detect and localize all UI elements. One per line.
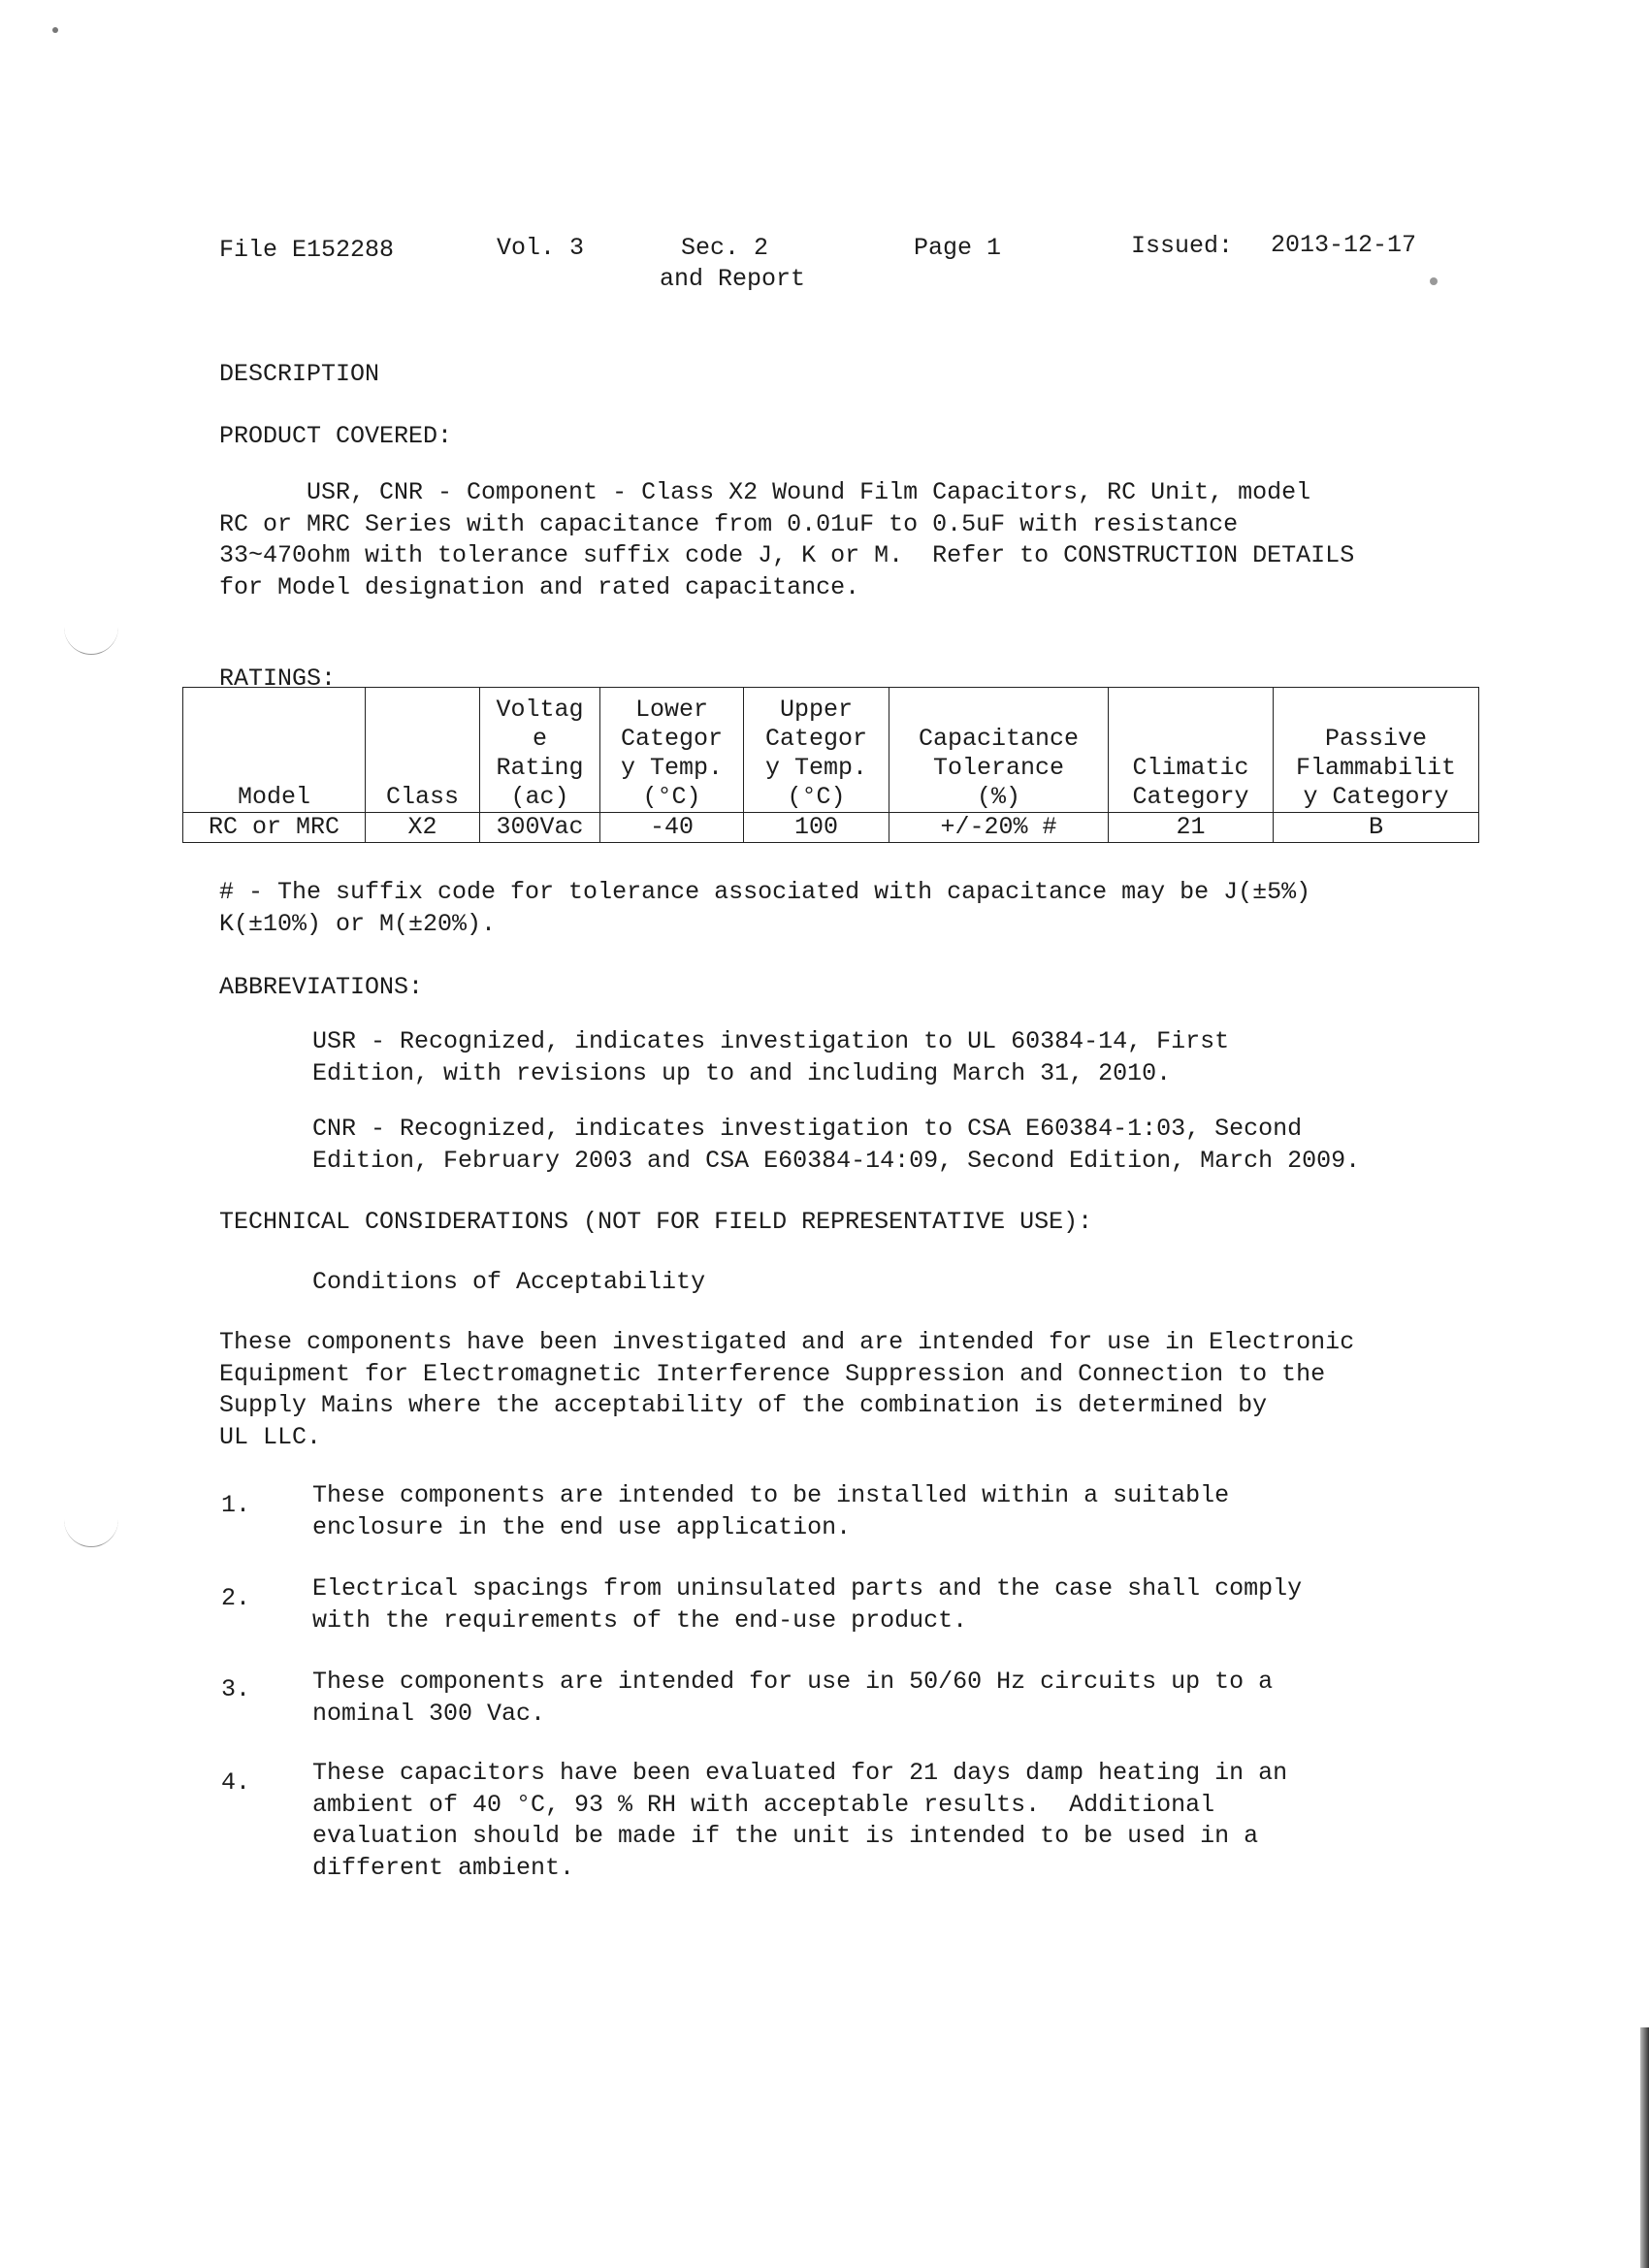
col-model: Model — [183, 688, 366, 813]
cell-tolerance: +/-20% # — [889, 813, 1109, 843]
cell-voltage: 300Vac — [480, 813, 600, 843]
col-flammability-category: Passive Flammabilit y Category — [1274, 688, 1479, 813]
abbreviations-heading: ABBREVIATIONS: — [219, 973, 424, 1001]
condition-text: These components are intended for use in 50/60 Hz circuits up to a nominal 300 Vac. — [312, 1668, 1274, 1728]
condition-number: 1. — [221, 1491, 251, 1519]
cell-flammability: B — [1274, 813, 1479, 843]
cell-climatic: 21 — [1109, 813, 1274, 843]
ratings-heading: RATINGS: — [219, 664, 337, 693]
table-row — [183, 813, 1479, 843]
col-upper-temp: Upper Categor y Temp. (°C) — [744, 688, 889, 813]
condition-text: Electrical spacings from uninsulated parts and the case shall comply with the requirements of the end-use product. — [312, 1574, 1303, 1635]
tolerance-footnote: # - The suffix code for tolerance associated with capacitance may be J(±5%) K(±10%) or M(±20%). — [219, 878, 1311, 938]
scan-speck — [1430, 277, 1438, 285]
file-number: File E152288 — [219, 236, 395, 264]
condition-text: These components are intended to be installed within a suitable enclosure in the end use application. — [312, 1481, 1230, 1541]
abbreviation-cnr: CNR - Recognized, indicates investigation to CSA E60384-1:03, Second Edition, February 2003 and CSA E60384-14:09, Second Edition, March 2009. — [312, 1115, 1361, 1175]
cell-upper-temp: 100 — [744, 813, 889, 843]
ratings-table — [182, 687, 1479, 843]
product-covered-text: USR, CNR - Component - Class X2 Wound Film Capacitors, RC Unit, model RC or MRC Series with capacitance from 0.01uF to 0.5uF with resistance 33~470ohm with tolerance suffix code J, K or M. Refer to CONSTRUCTION DETAILS for Model designation and rated capacitance. — [219, 478, 1355, 601]
scan-edge-shadow — [1640, 2027, 1649, 2268]
page-number: Page 1 — [914, 234, 1002, 262]
description-heading: DESCRIPTION — [219, 360, 380, 388]
condition-number: 4. — [221, 1768, 251, 1797]
col-lower-temp: Lower Categor y Temp. (°C) — [600, 688, 744, 813]
section: Sec. 2 — [681, 234, 769, 262]
cell-class: X2 — [366, 813, 480, 843]
condition-number: 2. — [221, 1584, 251, 1612]
product-covered-heading: PRODUCT COVERED: — [219, 422, 453, 450]
scan-speck — [52, 27, 58, 33]
issued-label: Issued: — [1131, 232, 1234, 260]
abbreviation-usr: USR - Recognized, indicates investigation to UL 60384-14, First Edition, with revisions up to and including March 31, 2010. — [312, 1027, 1230, 1087]
conditions-subheading: Conditions of Acceptability — [312, 1268, 706, 1296]
technical-heading: TECHNICAL CONSIDERATIONS (NOT FOR FIELD REPRESENTATIVE USE): — [219, 1208, 1093, 1236]
cell-lower-temp: -40 — [600, 813, 744, 843]
volume: Vol. 3 — [497, 234, 585, 262]
technical-intro: These components have been investigated and are intended for use in Electronic Equipment for Electromagnetic Interference Suppression and Connection to the Supply Mains where the acceptability of the combination is determined by UL LLC. — [219, 1328, 1355, 1451]
punch-hole-shadow — [64, 1492, 118, 1547]
col-capacitance-tolerance: Capacitance Tolerance (%) — [889, 688, 1109, 813]
section-subtitle: and Report — [660, 265, 806, 293]
cell-model: RC or MRC — [183, 813, 366, 843]
issued-date: 2013-12-17 — [1271, 231, 1417, 259]
col-class: Class — [366, 688, 480, 813]
condition-number: 3. — [221, 1675, 251, 1703]
col-climatic-category: Climatic Category — [1109, 688, 1274, 813]
col-voltage-rating: Voltag e Rating (ac) — [480, 688, 600, 813]
condition-text: These capacitors have been evaluated for 21 days damp heating in an ambient of 40 °C, 93 % RH with acceptable results. Additional evaluation should be made if the unit is intended to be used in a different ambient. — [312, 1759, 1288, 1882]
punch-hole-shadow — [64, 599, 118, 655]
ratings-header-row — [183, 688, 1479, 813]
